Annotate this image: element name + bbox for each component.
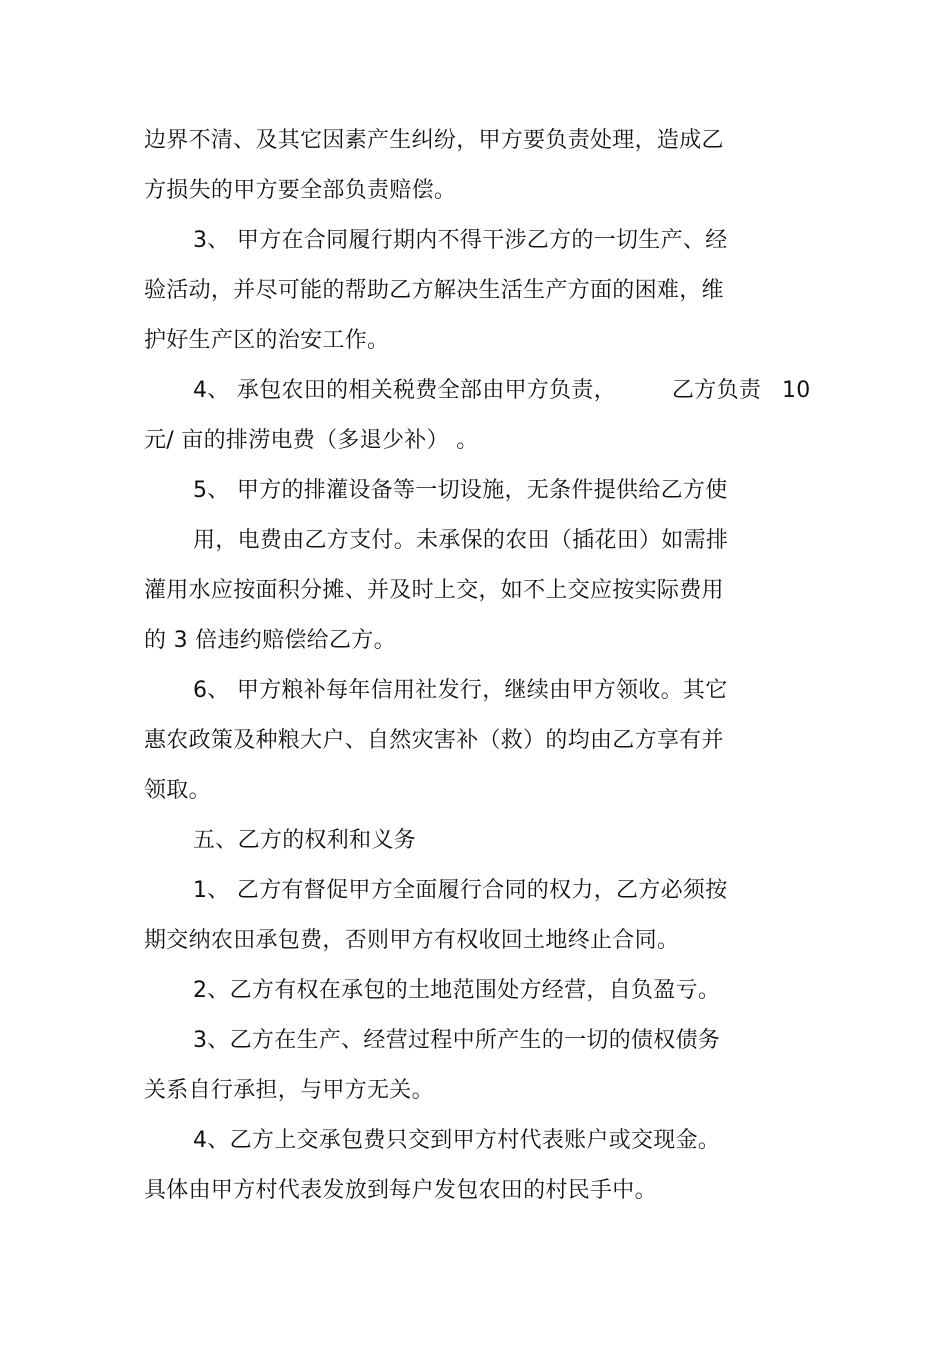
text-line: 用，电费由乙方支付。未承保的农田（插花田）如需排	[193, 528, 729, 553]
text-line: 领取。	[144, 778, 211, 803]
text-line: 具体由甲方村代表发放到每户发包农田的村民手中。	[144, 1178, 657, 1203]
text-line: 10	[782, 378, 811, 403]
text-line: 验活动，并尽可能的帮助乙方解决生活生产方面的困难，维	[144, 278, 724, 303]
text-line: 6、 甲方粮补每年信用社发行，继续由甲方领收。其它	[193, 678, 728, 703]
text-line: 期交纳农田承包费，否则甲方有权收回土地终止合同。	[144, 928, 680, 953]
text-line: 4、乙方上交承包费只交到甲方村代表账户或交现金。	[193, 1128, 721, 1153]
text-line: 灌用水应按面积分摊、并及时上交，如不上交应按实际费用	[144, 578, 724, 603]
text-line: 3、 甲方在合同履行期内不得干涉乙方的一切生产、经	[193, 228, 728, 253]
text-line: 乙方负责	[672, 378, 762, 403]
text-line: 边界不清、及其它因素产生纠纷，甲方要负责处理，造成乙	[144, 128, 724, 153]
text-line: 2、乙方有权在承包的土地范围处方经营，自负盈亏。	[193, 978, 721, 1003]
section-heading: 五、乙方的权利和义务	[193, 828, 417, 853]
text-line: 护好生产区的治安工作。	[144, 328, 390, 353]
text-line: 3、乙方在生产、经营过程中所产生的一切的债权债务	[193, 1028, 721, 1053]
text-line: 元/ 亩的排涝电费（多退少补） 。	[144, 428, 479, 453]
text-line: 4、 承包农田的相关税费全部由甲方负责，	[193, 378, 616, 403]
text-line: 5、 甲方的排灌设备等一切设施，无条件提供给乙方使	[193, 478, 728, 503]
text-line: 的 3 倍违约赔偿给乙方。	[144, 628, 396, 653]
text-line: 1、 乙方有督促甲方全面履行合同的权力，乙方必须按	[193, 878, 728, 903]
text-line: 关系自行承担，与甲方无关。	[144, 1078, 434, 1103]
text-line: 方损失的甲方要全部负责赔偿。	[144, 178, 457, 203]
text-line: 惠农政策及种粮大户、自然灾害补（救）的均由乙方享有并	[144, 728, 724, 753]
